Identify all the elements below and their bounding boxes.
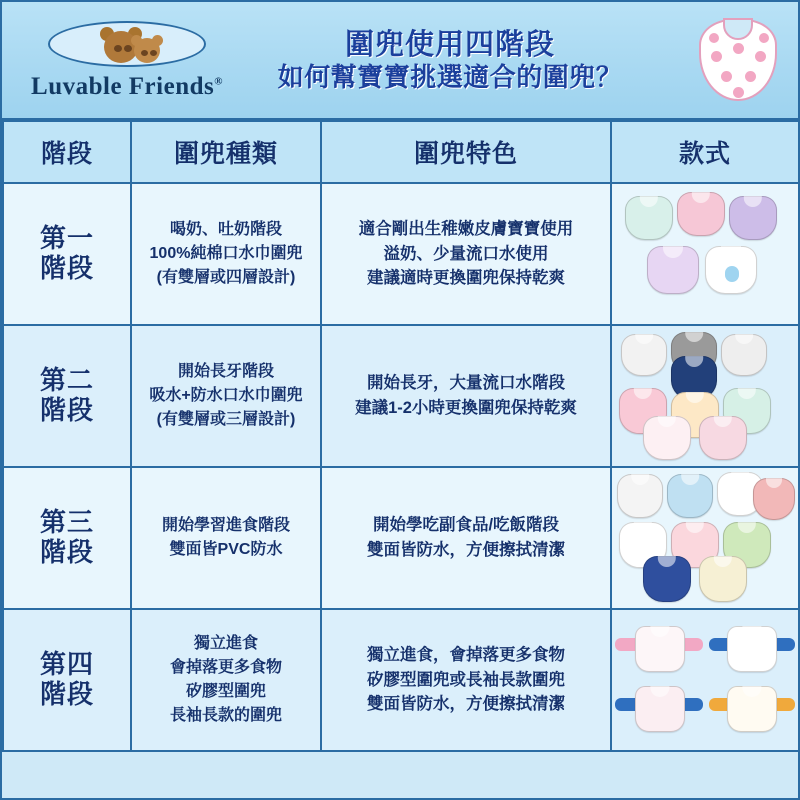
bib-kind [131, 609, 321, 751]
bib-kind [131, 183, 321, 325]
column-header-stage: 階段 [3, 121, 131, 183]
feature-line: 獨立進食，會掉落更多食物 [367, 645, 565, 664]
feature-line: 建議適時更換圍兜保持乾爽 [367, 269, 565, 288]
bib-feature [321, 183, 611, 325]
table-row [3, 183, 799, 325]
stage-line: 第三 [39, 507, 94, 538]
absorbent-waterproof-bibs-group-icon [613, 330, 797, 462]
brand-name-text: Luvable Friends [31, 73, 215, 100]
feature-line: 適合剛出生稚嫩皮膚寶寶使用 [358, 219, 574, 238]
kind-line: 長袖長款的圍兜 [169, 707, 282, 724]
feature-line: 雙面皆防水，方便擦拭清潔 [367, 541, 565, 559]
kind-line: 會掉落更多食物 [169, 659, 282, 676]
stage-line: 第二 [39, 365, 94, 396]
bib-style [611, 609, 799, 751]
bib-kind [131, 467, 321, 609]
pvc-waterproof-feeding-bibs-group-icon [613, 472, 797, 604]
brand-name [31, 73, 223, 101]
stage-label [3, 183, 131, 325]
feature-line: 建議1-2小時更換圍兜保持乾爽 [355, 399, 577, 417]
kind-line: 雙面皆PVC防水 [169, 541, 283, 558]
table-row [3, 325, 799, 467]
bib-style [611, 183, 799, 325]
cotton-drool-bibs-pastel-group-icon [613, 188, 797, 320]
column-header-feature: 圍兜特色 [321, 121, 611, 183]
stage-label [3, 467, 131, 609]
title-sub: 如何幫寶寶挑選適合的圍兜？ [277, 61, 623, 92]
column-header-kind: 圍兜種類 [131, 121, 321, 183]
table-header-row [3, 121, 799, 183]
kind-line: 獨立進食 [193, 635, 258, 652]
stage-line: 階段 [39, 537, 94, 567]
long-sleeve-smock-bibs-group-icon [613, 614, 797, 746]
stage-line: 第一 [39, 223, 94, 254]
pink-polka-dot-bib-icon [678, 2, 798, 118]
bib-style [611, 325, 799, 467]
kind-line: 矽膠型圍兜 [185, 683, 266, 700]
feature-line: 雙面皆防水，方便擦拭清潔 [367, 695, 565, 714]
stage-line: 第四 [39, 649, 94, 680]
kind-line: (有雙層或四層設計) [156, 269, 296, 286]
table-row [3, 467, 799, 609]
page-title [252, 28, 678, 93]
kind-line: (有雙層或三層設計) [156, 411, 296, 428]
kind-line: 喝奶、吐奶階段 [169, 221, 282, 238]
title-main: 圍兜使用四階段 [344, 28, 555, 61]
brand-trademark: ® [214, 75, 223, 88]
column-header-style: 款式 [611, 121, 799, 183]
kind-line: 吸水+防水口水巾圍兜 [149, 387, 303, 404]
stage-label [3, 609, 131, 751]
kind-line: 開始學習進食階段 [161, 517, 290, 534]
stage-line: 階段 [39, 253, 94, 283]
brand-logo [2, 2, 252, 118]
feature-line: 矽膠型圍兜或長袖長款圍兜 [367, 670, 565, 689]
bib-style [611, 467, 799, 609]
stage-line: 階段 [39, 679, 94, 709]
kind-line: 開始長牙階段 [177, 363, 274, 380]
stage-label [3, 325, 131, 467]
bib-feature [321, 467, 611, 609]
page-header [2, 2, 798, 120]
kind-line: 100%純棉口水巾圍兜 [149, 245, 303, 262]
feature-line: 溢奶、少量流口水使用 [383, 244, 549, 263]
feature-line: 開始長牙，大量流口水階段 [367, 374, 565, 393]
table-row [3, 609, 799, 751]
bib-feature [321, 325, 611, 467]
bib-feature [321, 609, 611, 751]
feature-line: 開始學吃副食品/吃飯階段 [372, 516, 560, 535]
bib-kind [131, 325, 321, 467]
stage-line: 階段 [39, 395, 94, 425]
stages-table [2, 120, 800, 752]
two-bears-oval-logo-icon [42, 19, 212, 71]
